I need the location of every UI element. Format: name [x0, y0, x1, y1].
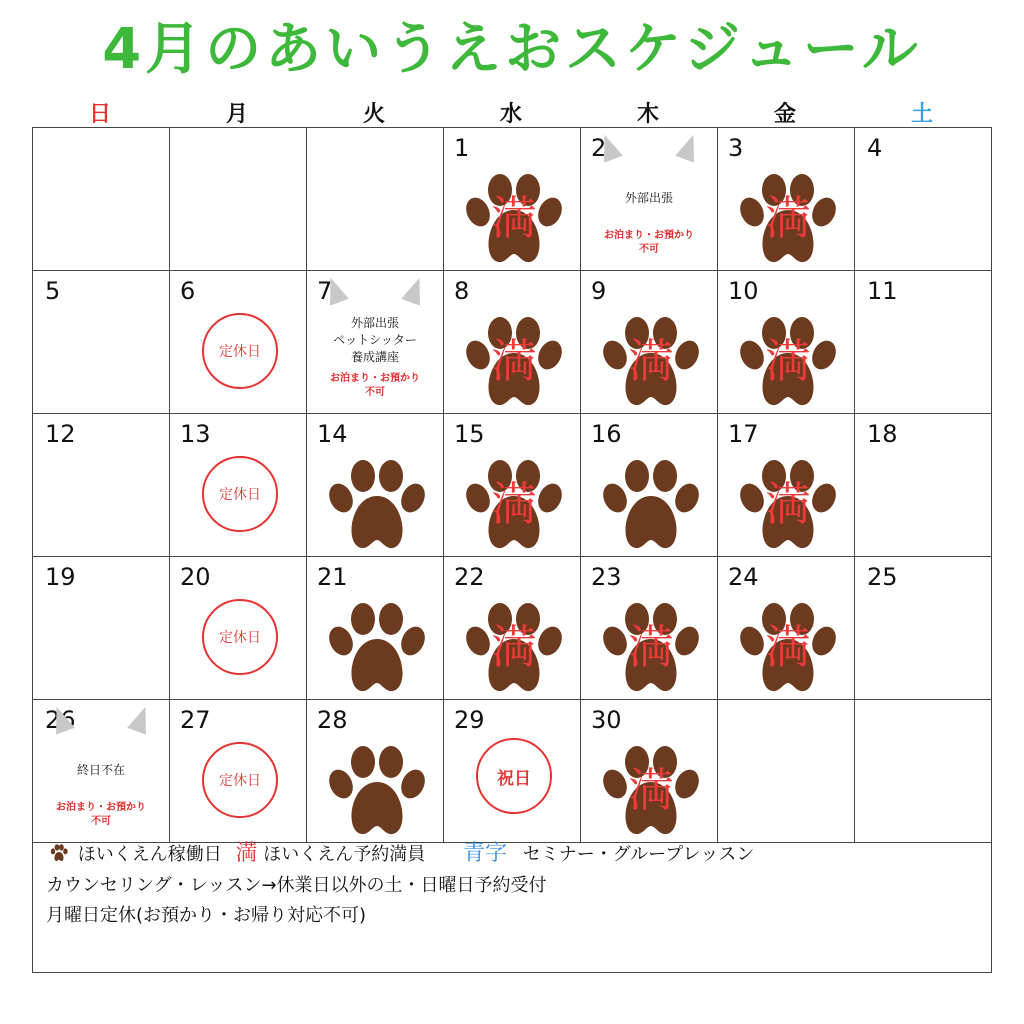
calendar-day-cell [855, 700, 992, 843]
dog-ear-icon [595, 131, 623, 162]
day-number: 9 [591, 277, 607, 305]
dog-ear-icon [127, 703, 155, 734]
full-mark: 満 [491, 191, 537, 245]
dog-illustration-note [591, 128, 707, 268]
paw-icon [738, 311, 838, 411]
weekday-label: 金 [773, 102, 796, 127]
dog-note-warning: お泊まり・お預かり [604, 230, 694, 241]
day-number: 28 [317, 706, 348, 734]
paw-icon [738, 168, 838, 268]
holiday-stamp: 祝日 [476, 738, 552, 814]
day-number: 26 [45, 706, 76, 734]
legend-line-1 [46, 842, 754, 867]
day-number: 12 [45, 420, 76, 448]
calendar-day-cell [581, 271, 718, 414]
calendar-day-cell [33, 128, 170, 271]
calendar-day-cell [581, 557, 718, 700]
day-number: 1 [454, 134, 470, 162]
calendar-day-cell [307, 557, 444, 700]
calendar-day-cell [33, 557, 170, 700]
weekday-label: 火 [362, 102, 385, 127]
paw-icon [738, 454, 838, 554]
day-number: 18 [867, 420, 898, 448]
day-number: 23 [591, 563, 622, 591]
dog-ear-icon [47, 703, 75, 734]
paw-icon [738, 597, 838, 697]
calendar-day-cell [33, 700, 170, 843]
day-number: 22 [454, 563, 485, 591]
calendar-day-cell [170, 557, 307, 700]
calendar-day-cell [307, 414, 444, 557]
day-number: 29 [454, 706, 485, 734]
calendar-day-cell [444, 271, 581, 414]
calendar-day-cell [718, 271, 855, 414]
day-number: 14 [317, 420, 348, 448]
weekday-label: 水 [499, 102, 522, 127]
full-mark: 満 [491, 334, 537, 388]
dog-note-warning: 不可 [91, 816, 111, 827]
dog-ear-icon [401, 274, 429, 305]
closed-day-stamp: 定休日 [202, 313, 278, 389]
day-number: 5 [45, 277, 61, 305]
day-number: 25 [867, 563, 898, 591]
day-number: 24 [728, 563, 759, 591]
paw-icon [464, 454, 564, 554]
dog-note-warning: 不可 [639, 244, 659, 255]
paw-icon [601, 454, 701, 554]
legend-full-mark: 満 [235, 841, 258, 866]
day-number: 2 [591, 134, 607, 162]
calendar-day-cell [170, 128, 307, 271]
page-title: 4月のあいうえおスケジュール [102, 17, 922, 82]
full-mark: 満 [765, 334, 811, 388]
full-mark: 満 [765, 191, 811, 245]
dog-note-text: 養成講座 [350, 350, 399, 364]
paw-icon [464, 168, 564, 268]
day-number: 21 [317, 563, 348, 591]
dog-ear-icon [321, 274, 349, 305]
full-mark: 満 [491, 477, 537, 531]
calendar-day-cell [444, 700, 581, 843]
dog-note-text: 外部出張 [350, 316, 399, 330]
calendar-day-cell [855, 128, 992, 271]
calendar-day-cell [170, 271, 307, 414]
calendar-day-cell [718, 700, 855, 843]
weekday-label: 木 [636, 102, 659, 127]
calendar-day-cell [307, 271, 444, 414]
full-mark: 満 [628, 334, 674, 388]
weekday-label: 土 [910, 102, 933, 127]
calendar-day-cell [33, 414, 170, 557]
day-number: 7 [317, 277, 333, 305]
calendar-day-cell [855, 414, 992, 557]
dog-note-warning: 不可 [365, 387, 385, 398]
weekday-label: 月 [225, 102, 248, 127]
calendar-day-cell [307, 128, 444, 271]
dog-note-warning: お泊まり・お預かり [330, 373, 420, 384]
dog-illustration-note [43, 700, 159, 840]
calendar-day-cell [170, 700, 307, 843]
day-number: 3 [728, 134, 744, 162]
day-number: 19 [45, 563, 76, 591]
closed-day-stamp: 定休日 [202, 456, 278, 532]
legend-paw-text: ほいくえん稼働日 [77, 844, 222, 865]
calendar-day-cell [33, 271, 170, 414]
calendar-day-cell [718, 128, 855, 271]
day-number: 30 [591, 706, 622, 734]
calendar-day-cell [444, 128, 581, 271]
day-number: 8 [454, 277, 470, 305]
calendar-day-cell [444, 414, 581, 557]
day-number: 27 [180, 706, 211, 734]
dog-note-text: ペットシッター [333, 333, 417, 347]
calendar-day-cell [855, 557, 992, 700]
calendar-day-cell [581, 128, 718, 271]
calendar-day-cell [581, 414, 718, 557]
legend-blue-text: セミナー・グループレッスン [522, 844, 755, 865]
dog-ear-icon [675, 131, 703, 162]
closed-day-stamp: 定休日 [202, 742, 278, 818]
legend-blue-mark: 青字 [462, 841, 507, 866]
day-number: 4 [867, 134, 883, 162]
calendar-day-cell [307, 700, 444, 843]
legend-full-text: ほいくえん予約満員 [263, 844, 426, 865]
paw-icon [464, 597, 564, 697]
paw-icon [601, 597, 701, 697]
legend-line-3: 月曜日定休(お預かり・お帰り対応不可) [46, 905, 367, 926]
paw-icon [601, 740, 701, 840]
day-number: 20 [180, 563, 211, 591]
dog-illustration-note [317, 271, 433, 411]
paw-icon [327, 454, 427, 554]
full-mark: 満 [765, 477, 811, 531]
paw-icon [601, 311, 701, 411]
day-number: 6 [180, 277, 196, 305]
dog-note-text: 外部出張 [624, 191, 673, 205]
day-number: 15 [454, 420, 485, 448]
paw-icon [327, 740, 427, 840]
calendar-day-cell [855, 271, 992, 414]
closed-day-stamp: 定休日 [202, 599, 278, 675]
day-number: 10 [728, 277, 759, 305]
legend-line-2: カウンセリング・レッスン→休業日以外の土・日曜日予約受付 [46, 875, 547, 896]
paw-icon [327, 597, 427, 697]
calendar-day-cell [718, 557, 855, 700]
full-mark: 満 [491, 620, 537, 674]
calendar-day-cell [444, 557, 581, 700]
full-mark: 満 [628, 763, 674, 817]
paw-icon [46, 843, 72, 863]
day-number: 11 [867, 277, 898, 305]
dog-note-text: 終日不在 [76, 763, 125, 777]
day-number: 17 [728, 420, 759, 448]
full-mark: 満 [628, 620, 674, 674]
day-number: 16 [591, 420, 622, 448]
paw-icon [464, 311, 564, 411]
dog-note-warning: お泊まり・お預かり [56, 802, 146, 813]
calendar-day-cell [718, 414, 855, 557]
day-number: 13 [180, 420, 211, 448]
full-mark: 満 [765, 620, 811, 674]
calendar-day-cell [170, 414, 307, 557]
calendar-day-cell [581, 700, 718, 843]
weekday-label: 日 [88, 102, 111, 127]
